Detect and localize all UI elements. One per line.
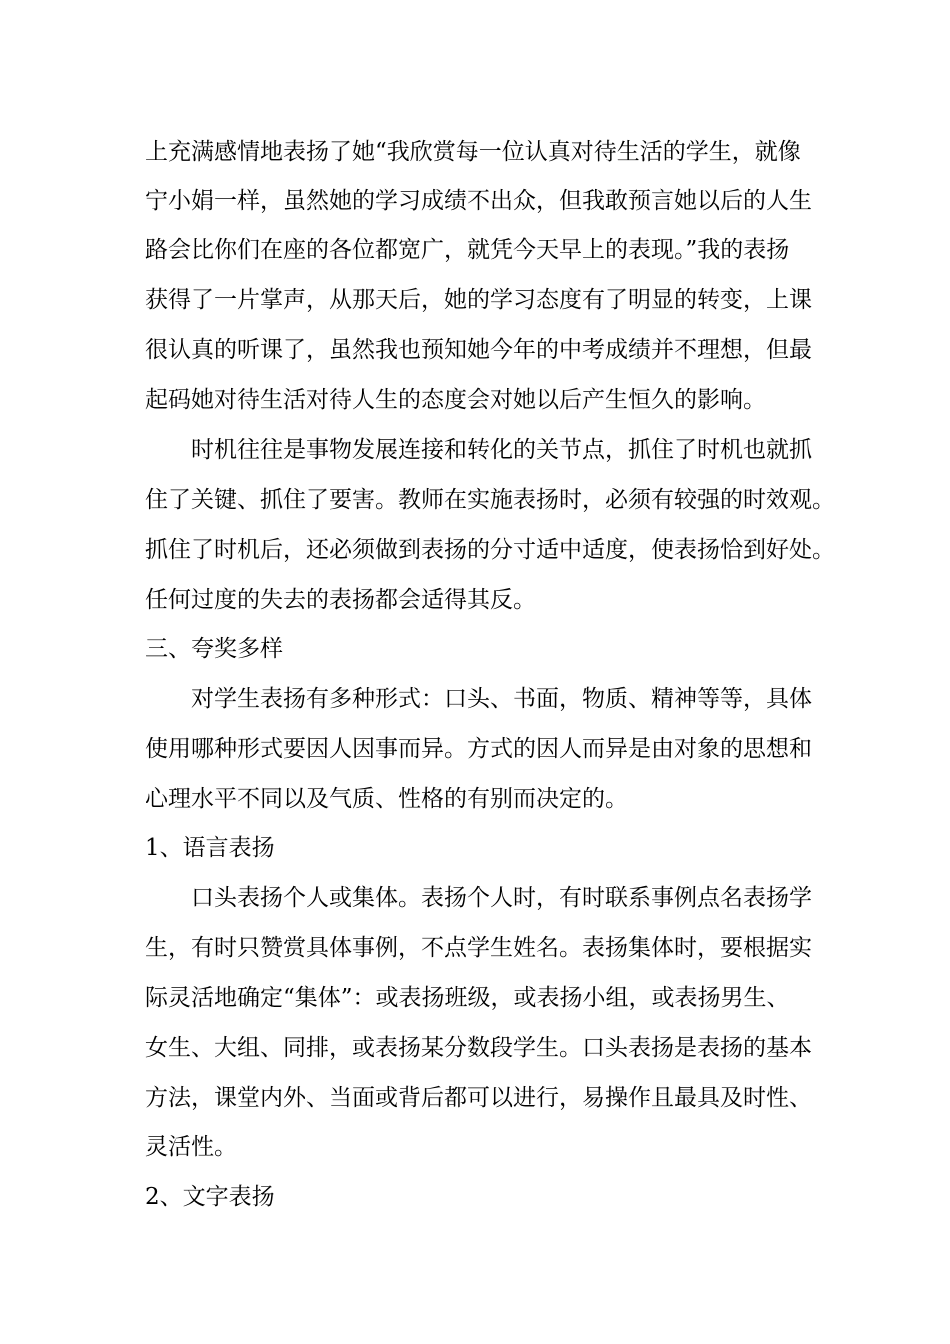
paragraph-line: 抓住了时机后，还必须做到表扬的分寸适中适度，使表扬恰到好处。 xyxy=(145,537,835,563)
paragraph-line: 获得了一片掌声，从那天后，她的学习态度有了明显的转变，上课 xyxy=(145,287,812,313)
paragraph-line: 心理水平不同以及气质、性格的有别而决定的。 xyxy=(145,786,628,812)
paragraph-line: 使用哪种形式要因人因事而异。方式的因人而异是由对象的思想和 xyxy=(145,736,812,762)
paragraph-line: 住了关键、抓住了要害。教师在实施表扬时，必须有较强的时效观。 xyxy=(145,487,835,513)
paragraph-line: 很认真的听课了，虽然我也预知她今年的中考成绩并不理想，但最 xyxy=(145,337,812,363)
paragraph-line: 时机往往是事物发展连接和转化的关节点，抓住了时机也就抓 xyxy=(191,437,812,463)
paragraph-line: 上充满感情地表扬了她“我欣赏每一位认真对待生活的学生，就像 xyxy=(145,139,801,165)
section-heading: 三、夸奖多样 xyxy=(145,636,283,662)
paragraph-line: 口头表扬个人或集体。表扬个人时，有时联系事例点名表扬学 xyxy=(191,885,812,911)
subsection-heading: 1、语言表扬 xyxy=(145,835,275,861)
paragraph-line: 任何过度的失去的表扬都会适得其反。 xyxy=(145,587,536,613)
paragraph-line: 方法，课堂内外、当面或背后都可以进行，易操作且最具及时性、 xyxy=(145,1085,812,1111)
paragraph-line: 际灵活地确定“集体”：或表扬班级，或表扬小组，或表扬男生、 xyxy=(145,985,790,1011)
paragraph-line: 路会比你们在座的各位都宽广，就凭今天早上的表现。”我的表扬 xyxy=(145,237,790,263)
paragraph-line: 宁小娟一样，虽然她的学习成绩不出众，但我敢预言她以后的人生 xyxy=(145,188,812,214)
subsection-heading: 2、文字表扬 xyxy=(145,1184,275,1210)
paragraph-line: 对学生表扬有多种形式：口头、书面，物质、精神等等，具体 xyxy=(191,686,812,712)
paragraph-line: 生，有时只赞赏具体事例，不点学生姓名。表扬集体时，要根据实 xyxy=(145,935,812,961)
paragraph-line: 灵活性。 xyxy=(145,1134,237,1160)
paragraph-line: 女生、大组、同排，或表扬某分数段学生。口头表扬是表扬的基本 xyxy=(145,1035,812,1061)
paragraph-line: 起码她对待生活对待人生的态度会对她以后产生恒久的影响。 xyxy=(145,387,766,413)
